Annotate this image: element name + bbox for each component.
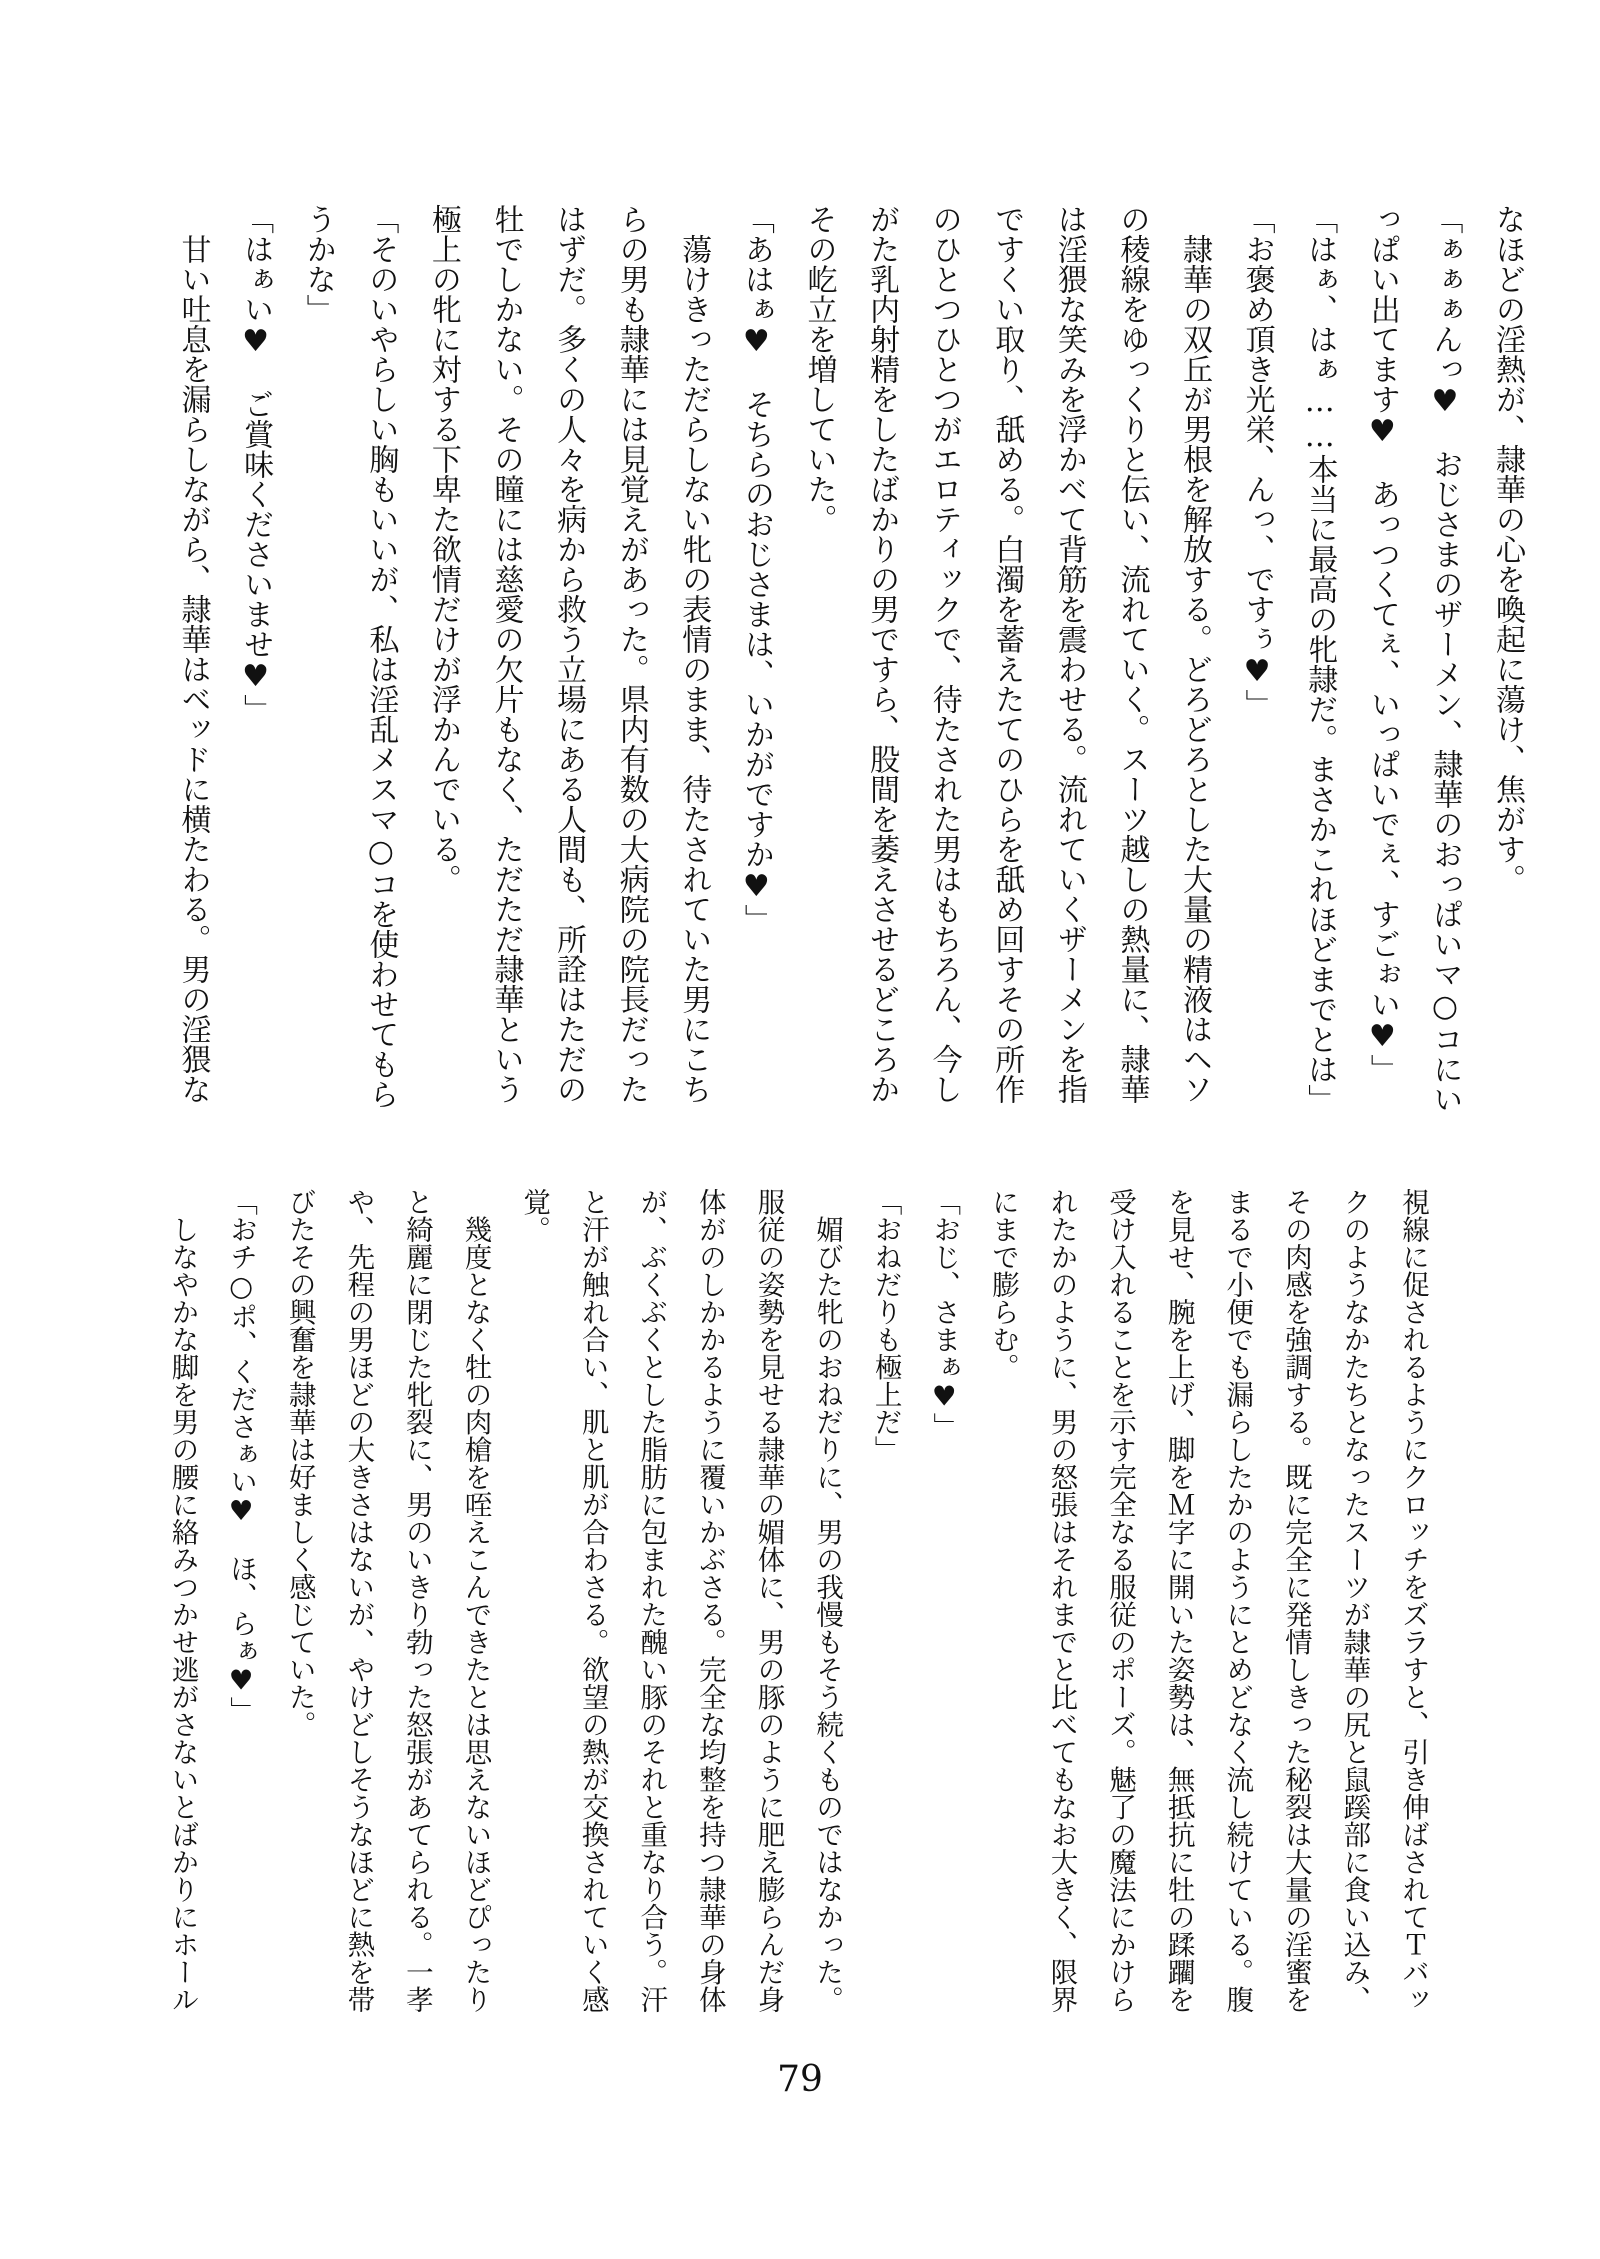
text-column: っぱい出てます♥ あっつくてぇ、いっぱいでぇ、すごぉい♥」 xyxy=(1364,204,1400,1084)
text-column: 体がのしかかるように覆いかぶさる。完全な均整を持つ隷華の身体 xyxy=(693,1188,726,2013)
text-column: ですくい取り、舐める。白濁を蓄えたてのひらを舐め回すその所作 xyxy=(989,204,1025,1104)
text-column: の稜線をゆっくりと伝い、流れていく。スーツ越しの熱量に、隷華 xyxy=(1114,204,1150,1104)
text-block-top xyxy=(161,204,1538,1114)
text-column: 「ぁぁぁんっ♥ おじさまのザーメン、隷華のおっぱいマ○コにい xyxy=(1427,204,1463,1114)
text-column: にまで膨らむ。 xyxy=(986,1188,1019,1381)
text-column: はずだ。多くの人々を病から救う立場にある人間も、所詮はただの xyxy=(551,204,587,1104)
text-column: なほどの淫熱が、隷華の心を喚起に蕩け、焦がす。 xyxy=(1490,204,1525,894)
text-column: は淫猥な笑みを浮かべて背筋を震わせる。流れていくザーメンを指 xyxy=(1051,204,1087,1104)
text-column: まるで小便でも漏らしたかのようにとめどなく流し続けている。腹 xyxy=(1221,1188,1254,2013)
text-column: 幾度となく牡の肉槍を咥えこんできたとは思えないほどぴったり xyxy=(459,1188,492,2013)
text-column: その肉感を強調する。既に完全に発情しきった秘裂は大量の淫蜜を xyxy=(1279,1188,1312,2013)
text-column: 視線に促されるようにクロッチをズラすと、引き伸ばされてＴバッ xyxy=(1397,1188,1429,2013)
text-column: 服従の姿勢を見せる隷華の媚体に、男の豚のように肥え膨らんだ身 xyxy=(752,1188,785,2013)
text-column: しなやかな脚を男の腰に絡みつかせ逃がさないとばかりにホール xyxy=(166,1188,199,2013)
text-column: のひとつひとつがエロティックで、待たされた男はもちろん、今し xyxy=(926,204,962,1104)
text-column: 極上の牝に対する下卑た欲情だけが浮かんでいる。 xyxy=(425,204,461,894)
text-column: がた乳内射精をしたばかりの男ですら、股間を萎えさせるどころか xyxy=(864,204,900,1104)
text-column: その屹立を増していた。 xyxy=(801,204,837,534)
text-column: 甘い吐息を漏らしながら、隷華はベッドに横たわる。男の淫猥な xyxy=(175,204,211,1104)
text-column: うかな」 xyxy=(300,204,336,324)
text-column: 「おじ、さまぁ♥」 xyxy=(928,1188,961,1440)
text-column: や、先程の男ほどの大きさはないが、やけどしそうなほどに熱を帯 xyxy=(342,1188,375,2013)
text-column: 蕩けきっただらしない牝の表情のまま、待たされていた男にこち xyxy=(676,204,712,1104)
text-column: 隷華の双丘が男根を解放する。どろどろとした大量の精液はヘソ xyxy=(1177,204,1213,1104)
text-column: 「はぁい♥ ご賞味くださいませ♥」 xyxy=(238,204,274,724)
text-block-bottom xyxy=(153,1188,1442,2016)
text-column: 媚びた牝のおねだりに、男の我慢もそう続くものではなかった。 xyxy=(811,1188,844,2013)
text-column: 「おねだりも極上だ」 xyxy=(869,1188,902,1463)
text-column: と綺麗に閉じた牝裂に、男のいきり勃った怒張があてられる。一孝 xyxy=(400,1188,433,2013)
text-column: 「はぁ、はぁ……本当に最高の牝隷だ。まさかこれほどまでとは」 xyxy=(1302,204,1338,1114)
text-column: れたかのように、男の怒張はそれまでと比べてもなお大きく、限界 xyxy=(1045,1188,1078,2013)
text-column: びたその興奮を隷華は好ましく感じていた。 xyxy=(283,1188,316,1738)
text-column: 「お褒め頂き光栄、んっ、ですぅ♥」 xyxy=(1239,204,1275,719)
page-number: 79 xyxy=(777,2059,823,2100)
text-column: 覚。 xyxy=(518,1188,551,1243)
text-column: と汗が触れ合い、肌と肌が合わさる。欲望の熱が交換されていく感 xyxy=(576,1188,609,2013)
text-column: クのようなかたちとなったスーツが隷華の尻と鼠蹊部に食い込み、 xyxy=(1338,1188,1371,2013)
text-column: らの男も隷華には見覚えがあった。県内有数の大病院の院長だった xyxy=(613,204,649,1104)
text-column: を見せ、腕を上げ、脚をＭ字に開いた姿勢は、無抵抗に牡の蹂躙を xyxy=(1162,1188,1195,2013)
text-column: が、ぶくぶくとした脂肪に包まれた醜い豚のそれと重なり合う。汗 xyxy=(635,1188,668,2013)
text-column: 牡でしかない。その瞳には慈愛の欠片もなく、ただただ隷華という xyxy=(488,204,524,1104)
text-column: 受け入れることを示す完全なる服従のポーズ。魅了の魔法にかけら xyxy=(1104,1188,1137,2013)
text-column: 「そのいやらしい胸もいいが、私は淫乱メスマ○コを使わせてもら xyxy=(363,204,399,1109)
text-column: 「あはぁ♥ そちらのおじさまは、いかがですか♥」 xyxy=(738,204,774,934)
text-column: 「おチ○ポ、くださぁい♥ ほ、らぁ♥」 xyxy=(225,1188,258,1724)
